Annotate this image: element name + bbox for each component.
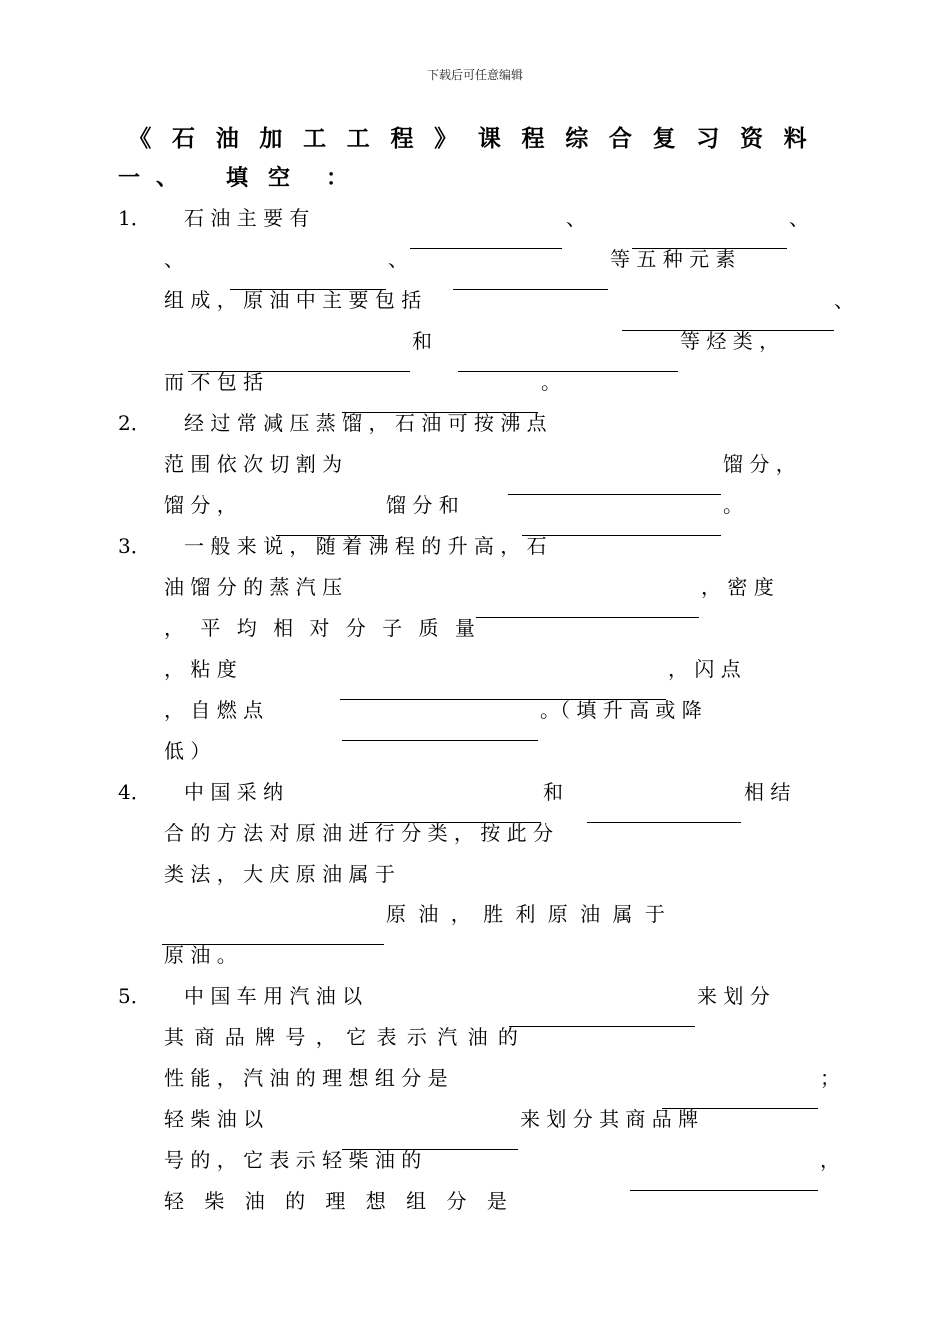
answer-blank[interactable] [476,595,699,618]
answer-blank[interactable] [458,349,678,372]
question-text: 经 过 常 减 压 蒸 馏 ， 石 油 可 按 沸 点 [184,411,547,435]
question-text: 轻 柴 油 以 [164,1107,264,1131]
question-text: 类 法 ， 大 庆 原 油 属 于 [164,862,395,886]
answer-blank[interactable] [522,513,721,536]
question-text: ， [820,1148,840,1172]
question-text: 一 般 来 说 ， 随 着 沸 程 的 升 高 ， 石 [184,534,547,558]
title-char: 习 [696,125,720,152]
question-text: 合 的 方 法 对 原 油 进 行 分 类 ， 按 此 分 [164,821,554,845]
question-text: 原 油 。 [164,943,237,967]
q2-line-1 [118,407,547,439]
title-char: 油 [215,125,239,152]
question-text: 性 能 ， 汽 油 的 理 想 组 分 是 [164,1066,448,1090]
question-text: 和 [412,329,432,353]
q4-line-1 [118,776,283,808]
section-heading [118,162,348,194]
question-text: 、 [789,206,809,230]
question-text: 中 国 采 纳 [184,780,284,804]
question-text: 范 围 依 次 切 割 为 [164,452,343,476]
title-char: 工 [346,125,370,152]
title-char: 石 [172,125,196,152]
question-text: 、 [388,247,408,271]
question-text: 。 [723,493,743,517]
question-text: 而 不 包 括 [164,370,264,394]
title-char: 复 [652,125,676,152]
section-char: 一 [118,165,141,191]
question-text: 轻 柴 油 的 理 想 组 分 是 [164,1189,507,1213]
question-text: 和 [543,780,563,804]
question-text: 原 油 ， 胜 利 原 油 属 于 [386,902,665,926]
question-text: 来 划 分 其 商 品 牌 [520,1107,699,1131]
question-text: 等 烃 类 ， [680,329,780,353]
document-title [118,120,818,153]
question-number: 4． [118,780,151,804]
question-text: 。（ 填 升 高 或 降 [540,698,702,722]
answer-blank[interactable] [509,1004,695,1027]
question-text: ， 自 燃 点 [164,698,264,722]
question-text: 低 ） [164,739,211,763]
q5-line-1 [118,980,362,1012]
title-char: 加 [259,125,283,152]
question-text: ； [820,1066,840,1090]
answer-blank[interactable] [630,1168,818,1191]
question-text: 油 馏 分 的 蒸 汽 压 [164,575,343,599]
question-number: 5． [118,984,151,1008]
title-char: 程 [390,125,414,152]
section-char: 、 [156,165,179,191]
question-text: 馏 分 和 [386,493,459,517]
section-char: ： [326,165,349,191]
title-char: 程 [521,125,545,152]
question-text: 其 商 品 牌 号 ， 它 表 示 汽 油 的 [164,1025,518,1049]
question-text: 、 [834,288,854,312]
question-number: 1． [118,206,151,230]
question-text: 馏 分 ， [723,452,796,476]
question-text: 馏 分 ， [164,493,237,517]
title-char: 合 [608,125,632,152]
question-text: 等 五 种 元 素 [610,247,736,271]
title-char: 课 [477,125,501,152]
question-text: ， 闪 点 [668,657,741,681]
question-text: 石 油 主 要 有 [184,206,310,230]
answer-blank[interactable] [508,472,721,495]
q1-line-1 [118,202,309,234]
question-text: 中 国 车 用 汽 油 以 [184,984,363,1008]
answer-blank[interactable] [587,800,741,823]
title-char: 》 [434,125,458,152]
question-number: 3． [118,534,151,558]
title-char: 《 [128,125,152,152]
question-text: ， 粘 度 [164,657,237,681]
answer-blank[interactable] [453,267,608,290]
title-char: 料 [783,125,807,152]
section-char: 空 [268,165,291,191]
header-note: 下载后可任意编辑 [426,68,523,82]
question-number: 2． [118,411,151,435]
answer-blank[interactable] [410,226,562,249]
question-text: 号 的 ， 它 表 示 轻 柴 油 的 [164,1148,422,1172]
title-char: 工 [303,125,327,152]
question-text: 、 [164,247,184,271]
question-text: 组 成 ， 原 油 中 主 要 包 括 [164,288,422,312]
title-char: 综 [565,125,589,152]
question-text: ， 平 均 相 对 分 子 质 量 [164,616,475,640]
answer-blank[interactable] [342,718,538,741]
question-text: 相 结 [744,780,791,804]
question-text: ， 密 度 [701,575,774,599]
question-text: 来 划 分 [697,984,770,1008]
question-text: 、 [566,206,586,230]
title-char: 资 [739,125,763,152]
q3-line-1 [118,530,547,562]
section-char: 填 [226,165,249,191]
title-text [118,125,817,152]
question-text: 。 [541,370,561,394]
